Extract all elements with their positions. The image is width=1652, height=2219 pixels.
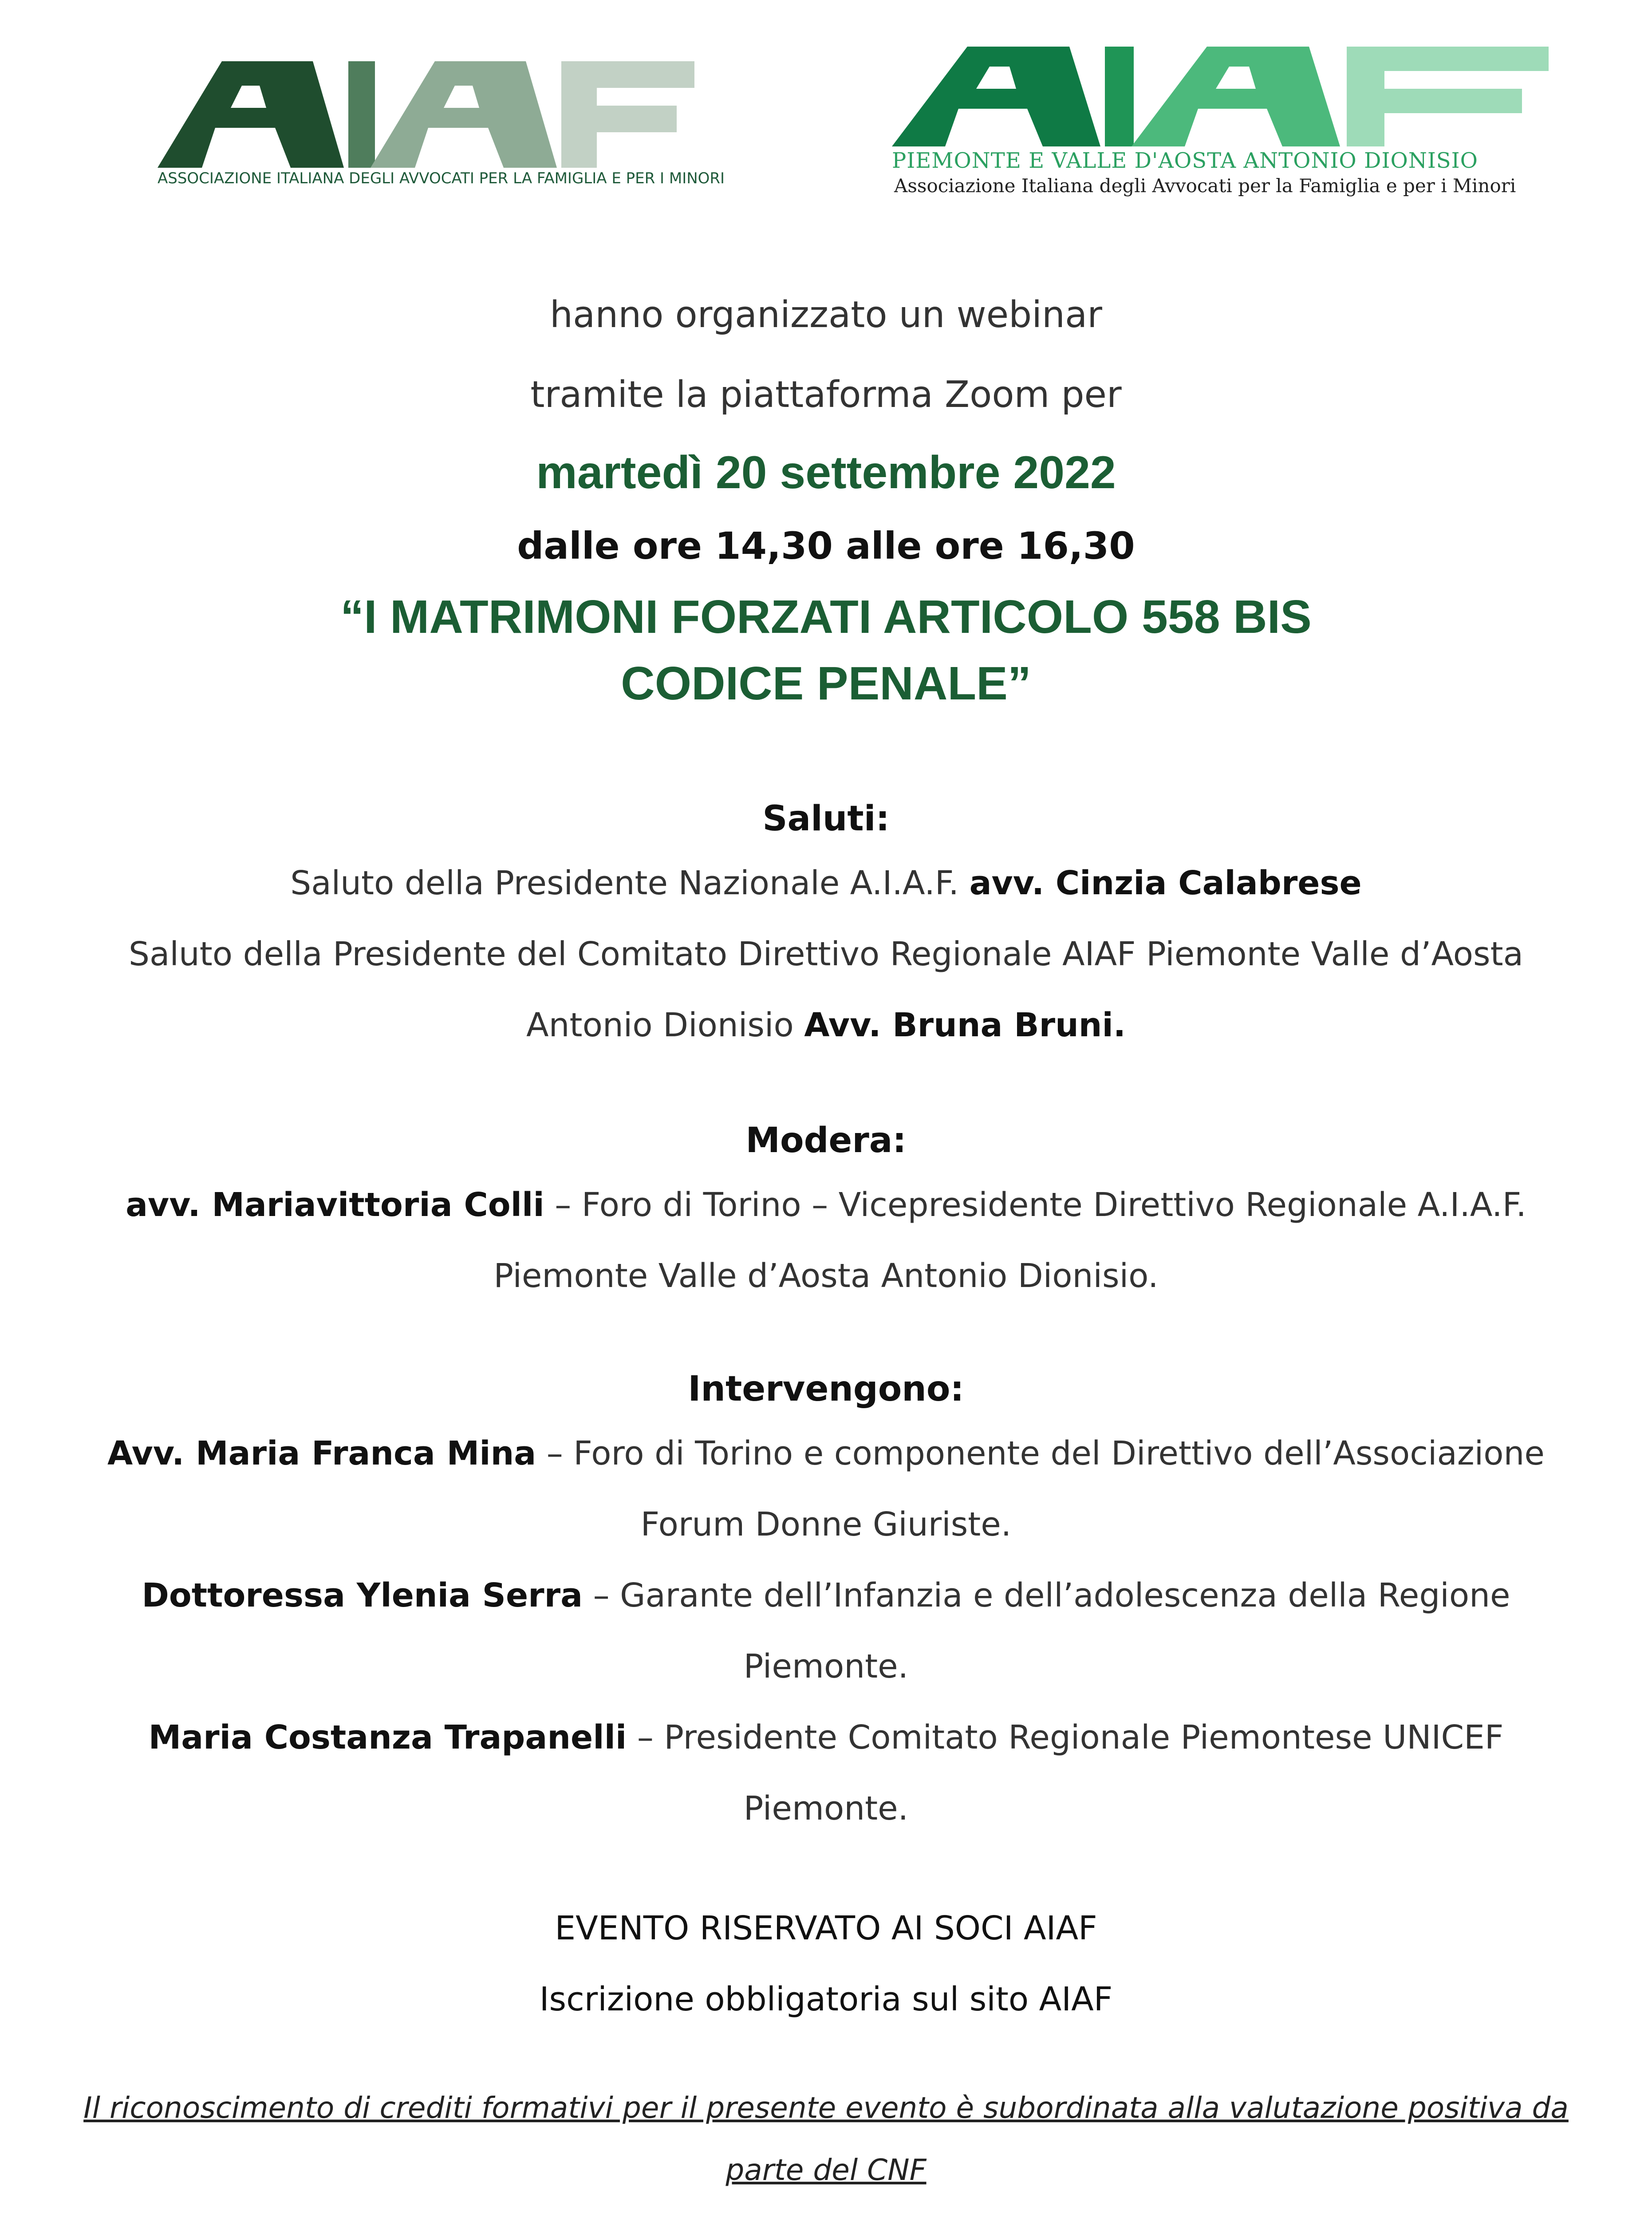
aiaf-piemonte-logo-mark bbox=[892, 47, 1549, 146]
speaker-1-line-1 bbox=[0, 1431, 1652, 1476]
speaker-2-line-1 bbox=[0, 1573, 1652, 1618]
document-body bbox=[0, 284, 1652, 2190]
saluti-line-3-name: Avv. Bruna Bruni. bbox=[804, 1006, 1126, 1044]
speaker-3-text: – Presidente Comitato Regionale Piemontese UNICEF bbox=[627, 1718, 1504, 1757]
aiaf-logo-mark bbox=[158, 61, 694, 168]
modera-line-2: Piemonte Valle d’Aosta Antonio Dionisio. bbox=[493, 1257, 1159, 1295]
saluti-line-1 bbox=[0, 861, 1652, 905]
reserved-event-notice: EVENTO RISERVATO AI SOCI AIAF bbox=[555, 1909, 1097, 1947]
speaker-2-text: – Garante dell’Infanzia e dell’adolescenza della Regione bbox=[583, 1576, 1510, 1615]
speaker-2-name: Dottoressa Ylenia Serra bbox=[142, 1576, 583, 1615]
saluti-heading: Saluti: bbox=[762, 799, 890, 839]
aiaf-national-caption: ASSOCIAZIONE ITALIANA DEGLI AVVOCATI PER LA FAMIGLIA E PER I MINORI bbox=[158, 170, 725, 187]
saluti-line-3-text: Antonio Dionisio bbox=[526, 1006, 804, 1044]
speaker-3-name: Maria Costanza Trapanelli bbox=[148, 1718, 627, 1757]
speaker-1-text: – Foro di Torino e componente del Direttivo dell’Associazione bbox=[536, 1434, 1545, 1473]
modera-line-1-text: – Foro di Torino – Vicepresidente Direttivo Regionale A.I.A.F. bbox=[544, 1186, 1526, 1224]
speaker-2-line-2: Piemonte. bbox=[743, 1647, 909, 1686]
intro-line-1: hanno organizzato un webinar bbox=[550, 294, 1102, 336]
event-title-line-1: “I MATRIMONI FORZATI ARTICOLO 558 BIS bbox=[340, 591, 1312, 643]
modera-heading: Modera: bbox=[745, 1121, 907, 1161]
credits-disclaimer-line-1: Il riconoscimento di crediti formativi per il presente evento è subordinata alla valutazione positiva da bbox=[83, 2091, 1569, 2125]
speaker-1-name: Avv. Maria Franca Mina bbox=[107, 1434, 536, 1473]
speaker-3-line-1 bbox=[0, 1715, 1652, 1760]
modera-name: avv. Mariavittoria Colli bbox=[126, 1186, 544, 1224]
saluti-line-2: Saluto della Presidente del Comitato Direttivo Regionale AIAF Piemonte Valle d’Aosta bbox=[129, 935, 1523, 973]
registration-notice: Iscrizione obbligatoria sul sito AIAF bbox=[539, 1980, 1113, 2018]
intro-line-2: tramite la piattaforma Zoom per bbox=[530, 374, 1122, 416]
aiaf-piemonte-caption: PIEMONTE E VALLE D'AOSTA ANTONIO DIONISIO bbox=[892, 148, 1478, 173]
aiaf-piemonte-subcaption: Associazione Italiana degli Avvocati per la Famiglia e per i Minori bbox=[894, 175, 1516, 197]
intervengono-heading: Intervengono: bbox=[688, 1369, 964, 1409]
speaker-1-line-2: Forum Donne Giuriste. bbox=[640, 1505, 1012, 1544]
event-time: dalle ore 14,30 alle ore 16,30 bbox=[517, 524, 1135, 568]
credits-disclaimer-line-2: parte del CNF bbox=[725, 2153, 927, 2187]
event-date: martedì 20 settembre 2022 bbox=[536, 447, 1116, 498]
saluti-line-1-text: Saluto della Presidente Nazionale A.I.A.F. bbox=[290, 864, 970, 902]
speaker-3-line-2: Piemonte. bbox=[743, 1789, 909, 1828]
aiaf-piemonte-logo bbox=[892, 47, 1549, 197]
modera-line-1 bbox=[0, 1183, 1652, 1227]
event-title-line-2: CODICE PENALE” bbox=[621, 657, 1031, 710]
saluti-line-1-name: avv. Cinzia Calabrese bbox=[969, 864, 1362, 902]
saluti-line-3 bbox=[0, 1003, 1652, 1047]
aiaf-national-logo bbox=[158, 61, 725, 187]
